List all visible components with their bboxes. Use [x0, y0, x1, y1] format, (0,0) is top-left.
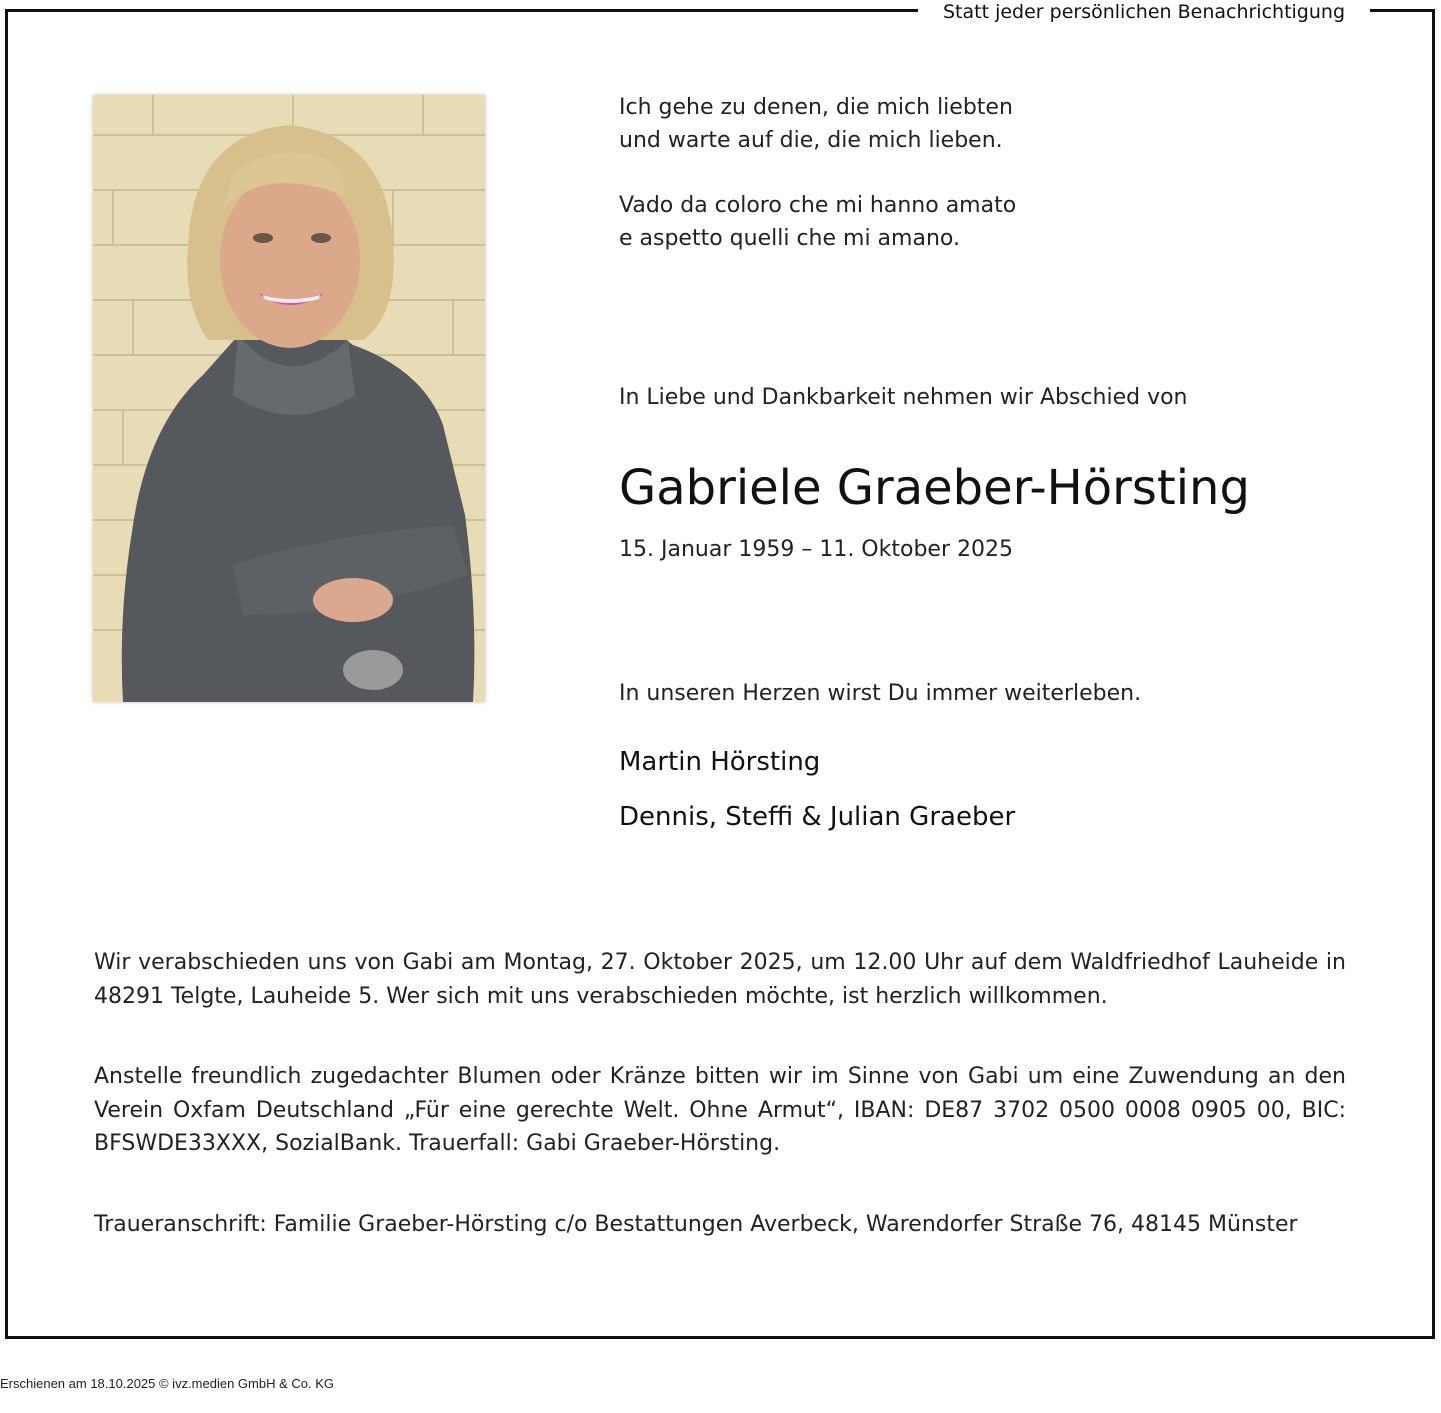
farewell-intro: In Liebe und Dankbarkeit nehmen wir Abschied von [619, 385, 1188, 410]
ceremony-paragraph: Wir verabschieden uns von Gabi am Montag, 27. Oktober 2025, um 12.00 Uhr auf dem Waldfriedhof Lauheide in 48291 Telgte, Lauheide 5. Wer sich mit uns verabschieden möchte, ist herzlich willkommen. [94, 950, 1346, 1009]
donation-paragraph: Anstelle freundlich zugedachter Blumen oder Kränze bitten wir im Sinne von Gabi um eine Zuwendung an den Verein Oxfam Deutschland „Für eine gerechte Welt. Ohne Armut“, IBAN: DE87 3702 0500 0008 0905 00, BIC: BFSWDE33XXX, SozialBank. Trauerfall: Gabi Graeber-Hörsting. [94, 1064, 1346, 1156]
poem-line: Vado da coloro che mi hanno amato [619, 193, 1017, 218]
poem-line: e aspetto quelli che mi amano. [619, 226, 960, 251]
life-dates: 15. Januar 1959 – 11. Oktober 2025 [619, 537, 1013, 562]
header-note: Statt jeder persönlichen Benachrichtigung [918, 0, 1370, 24]
poem-german [619, 91, 1016, 157]
deceased-name: Gabriele Graeber-Hörsting [619, 460, 1250, 516]
poem-italian [619, 189, 1016, 255]
closing-line: In unseren Herzen wirst Du immer weiterleben. [619, 681, 1142, 706]
address-paragraph: Traueranschrift: Familie Graeber-Hörsting c/o Bestattungen Averbeck, Warendorfer Straße 76, 48145 Münster [94, 1212, 1298, 1237]
signatory: Dennis, Steffi & Julian Graeber [619, 802, 1016, 832]
signatory: Martin Hörsting [619, 747, 821, 777]
publication-footer: Erschienen am 18.10.2025 © ivz.medien GmbH & Co. KG [0, 1376, 335, 1391]
portrait-photo [93, 95, 485, 702]
poem-line: Ich gehe zu denen, die mich liebten [619, 95, 1013, 120]
poem-line: und warte auf die, die mich lieben. [619, 128, 1003, 153]
poem [619, 91, 1016, 287]
